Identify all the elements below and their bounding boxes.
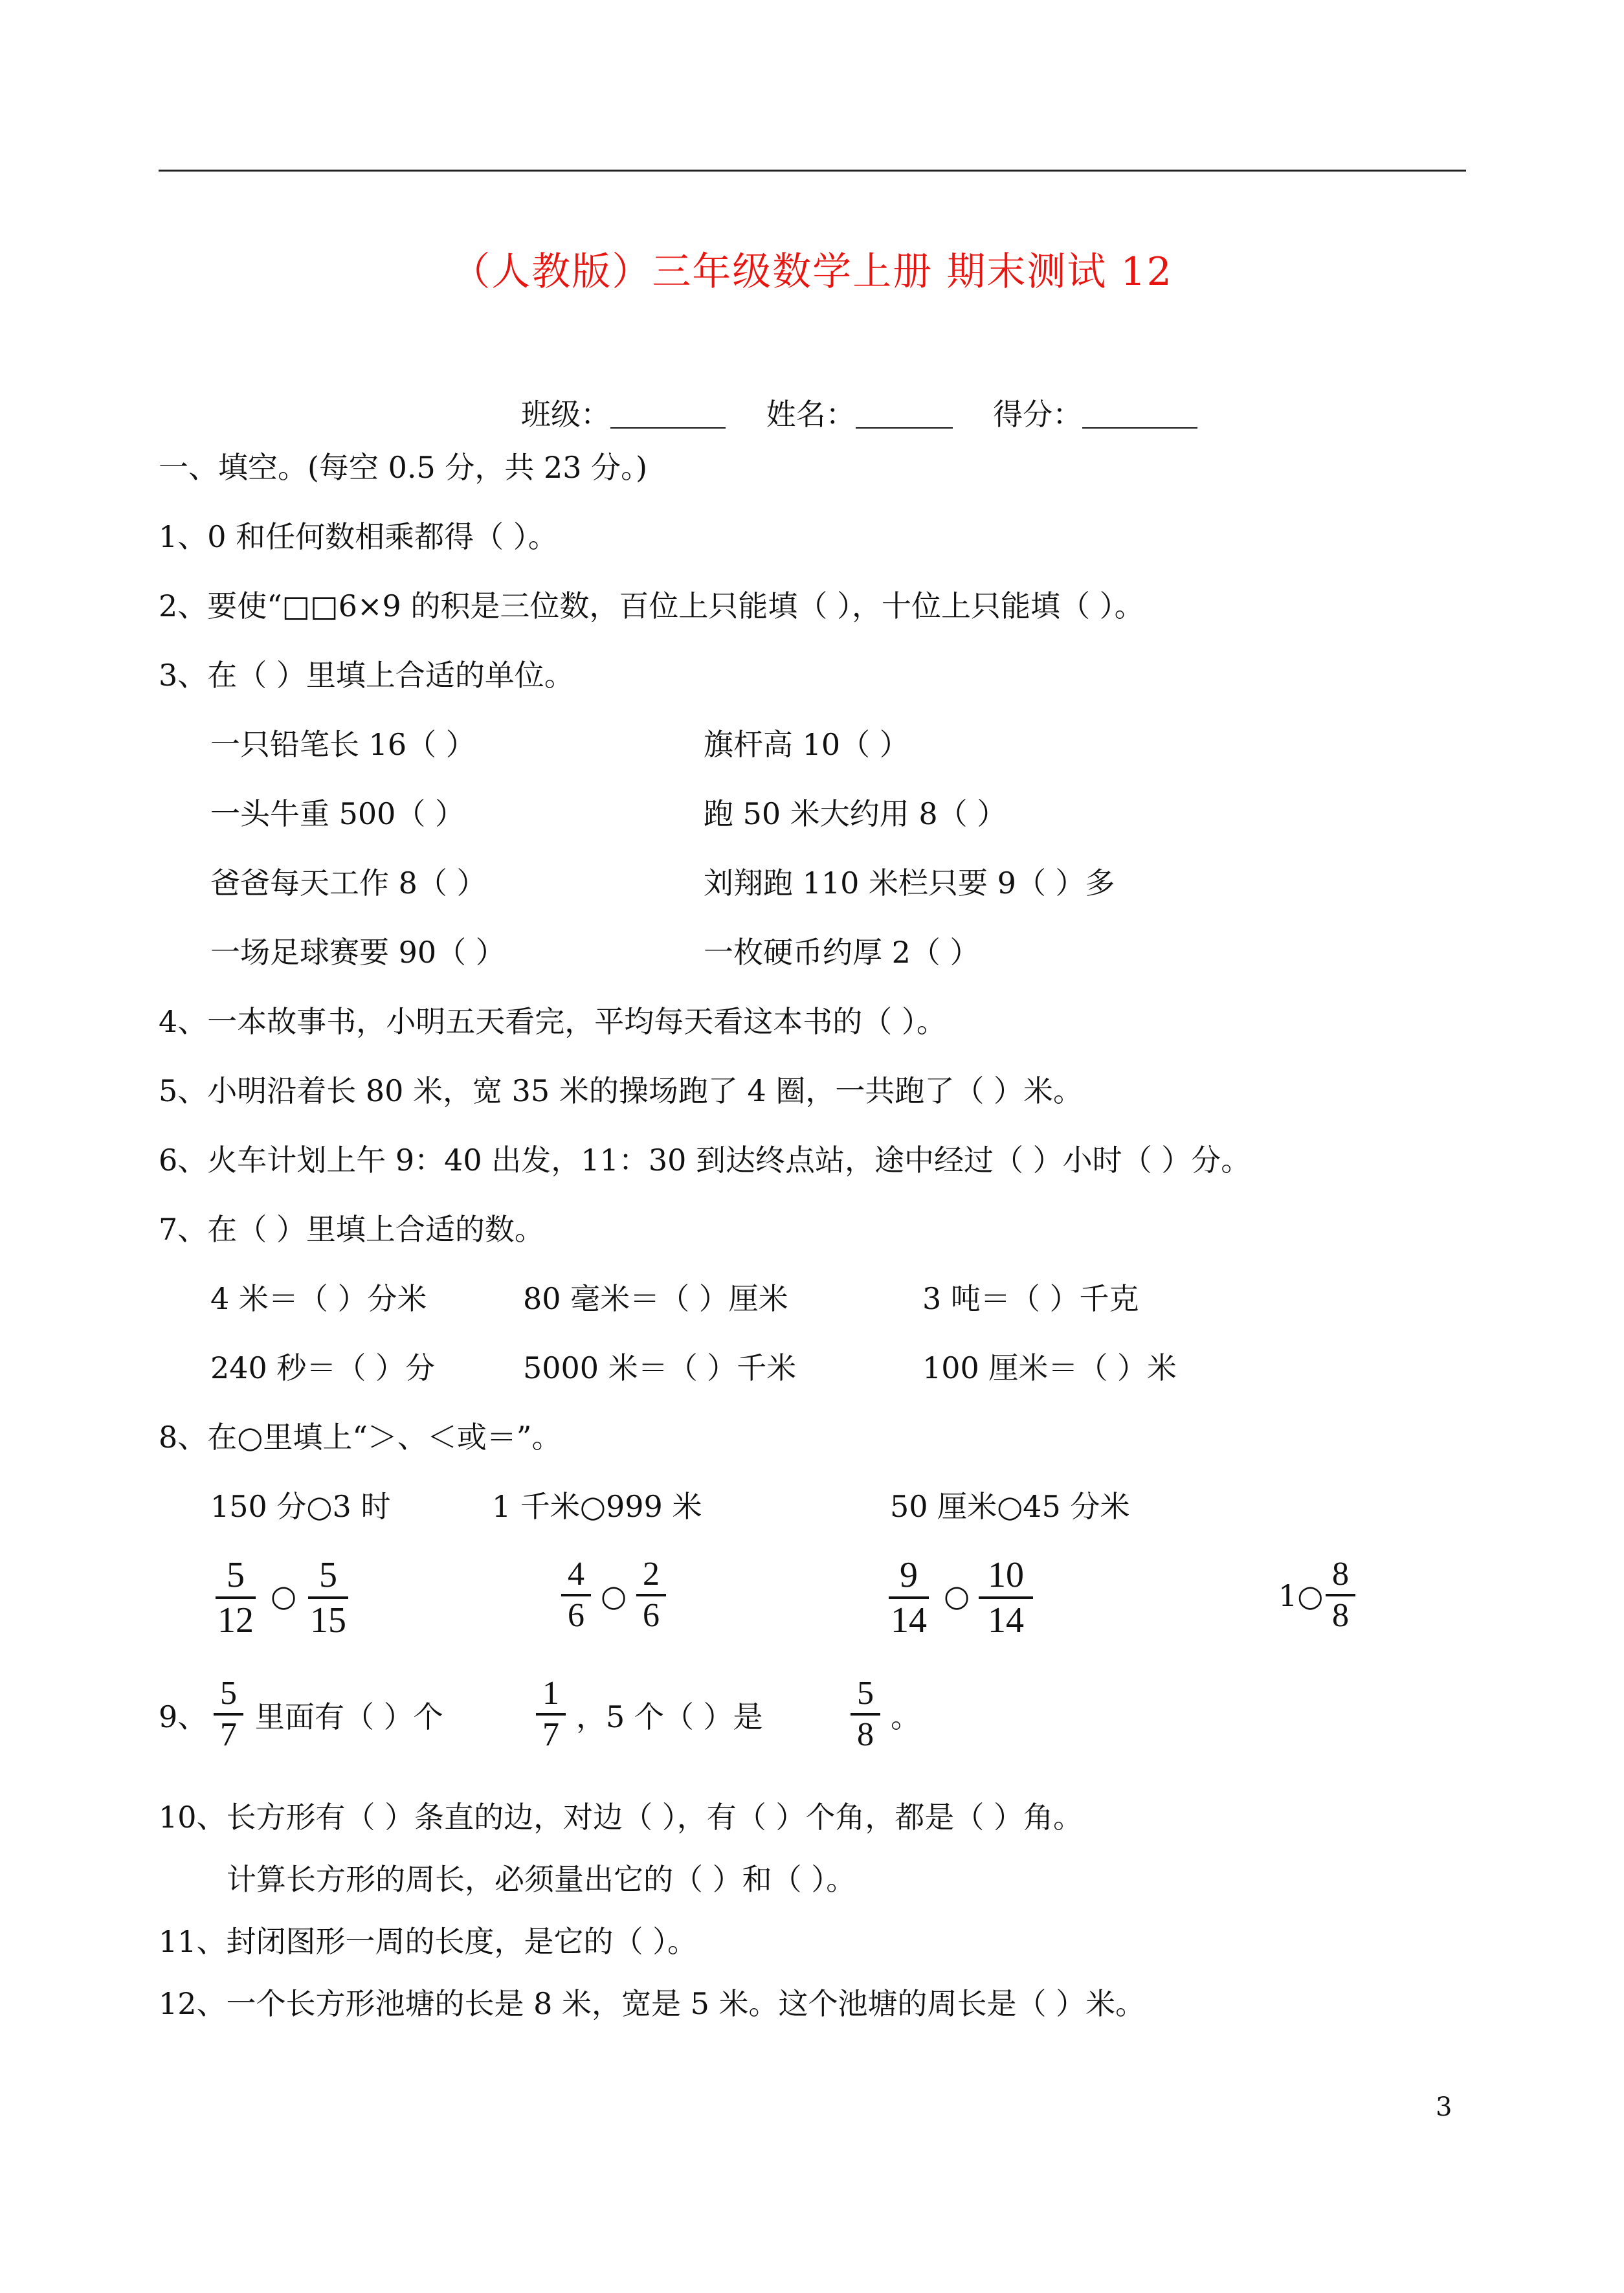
whole-number-compare[interactable]: 1○: [1278, 1578, 1324, 1613]
denominator: 6: [643, 1597, 660, 1634]
fraction: [851, 1675, 880, 1753]
question-6: 6、火车计划上午 9：40 出发，11：30 到达终点站，途中经过（ ）小时（ ）分。: [159, 1143, 1251, 1178]
q9-text: ，5 个（ ）是: [576, 1699, 763, 1734]
q7-item: 5000 米＝（ ）千米: [523, 1350, 797, 1385]
student-info-row: [521, 391, 1229, 434]
q3-item: 旗杆高 10（ ）: [704, 727, 909, 762]
q7-item: 4 米＝（ ）分米: [210, 1281, 427, 1316]
question-10-cont: 计算长方形的周长，必须量出它的（ ）和（ ）。: [227, 1862, 856, 1897]
fraction: [308, 1555, 348, 1640]
score-label: 得分：: [993, 397, 1083, 432]
section-heading: 一、填空。(每空 0.5 分，共 23 分。): [159, 450, 648, 485]
denominator: 8: [857, 1716, 874, 1753]
fraction: [561, 1556, 591, 1634]
question-1: 1、0 和任何数相乘都得（ ）。: [159, 519, 558, 554]
q3-item: 跑 50 米大约用 8（ ）: [704, 796, 1007, 831]
question-2: 2、要使“□□6×9 的积是三位数，百位上只能填（ ），十位上只能填（ ）。: [159, 588, 1144, 623]
q8-item: 150 分○3 时: [210, 1489, 391, 1524]
fraction: [216, 1555, 256, 1640]
q3-item: 一头牛重 500（ ）: [210, 796, 465, 831]
fraction: [1326, 1556, 1355, 1634]
fraction: [889, 1555, 929, 1640]
denominator: 14: [891, 1600, 927, 1640]
denominator: 12: [217, 1600, 254, 1640]
denominator: 7: [542, 1716, 559, 1753]
fraction: [536, 1675, 566, 1753]
numerator: 5: [319, 1555, 337, 1595]
score-field: [993, 397, 1197, 432]
denominator: 6: [568, 1597, 584, 1634]
name-field: [766, 397, 953, 432]
q9-prefix: 9、: [159, 1699, 208, 1734]
numerator: 4: [568, 1556, 584, 1593]
denominator: 14: [988, 1600, 1024, 1640]
numerator: 5: [857, 1675, 874, 1712]
q8-item: 50 厘米○45 分米: [890, 1489, 1130, 1524]
question-3: 3、在（ ）里填上合适的单位。: [159, 658, 574, 693]
name-label: 姓名：: [766, 397, 856, 432]
class-field: [521, 397, 726, 432]
q3-item: 一场足球赛要 90（ ）: [210, 935, 506, 970]
denominator: 8: [1332, 1597, 1349, 1634]
q7-item: 100 厘米＝（ ）米: [922, 1350, 1177, 1385]
question-12: 12、一个长方形池塘的长是 8 米，宽是 5 米。这个池塘的周长是（ ）米。: [159, 1986, 1146, 2021]
numerator: 5: [220, 1675, 237, 1712]
q7-item: 240 秒＝（ ）分: [210, 1350, 436, 1385]
denominator: 15: [310, 1600, 346, 1640]
numerator: 10: [988, 1555, 1024, 1595]
question-7: 7、在（ ）里填上合适的数。: [159, 1212, 544, 1247]
name-blank[interactable]: [856, 401, 953, 429]
fraction: [636, 1556, 666, 1634]
question-8: 8、在○里填上“＞、＜或＝”。: [159, 1420, 562, 1455]
q8-item: 1 千米○999 米: [492, 1489, 702, 1524]
denominator: 7: [220, 1716, 237, 1753]
fraction: [214, 1675, 243, 1753]
compare-circle[interactable]: ○: [271, 1578, 297, 1613]
numerator: 8: [1332, 1556, 1349, 1593]
page-number: 3: [1436, 2092, 1452, 2122]
header-rule: [159, 170, 1466, 172]
class-blank[interactable]: [610, 401, 726, 429]
q7-item: 3 吨＝（ ）千克: [922, 1281, 1139, 1316]
numerator: 2: [643, 1556, 660, 1593]
numerator: 1: [542, 1675, 559, 1712]
question-10: 10、长方形有（ ）条直的边，对边（ ），有（ ）个角，都是（ ）角。: [159, 1800, 1084, 1835]
q3-item: 一枚硬币约厚 2（ ）: [704, 935, 980, 970]
q3-item: 刘翔跑 110 米栏只要 9（ ）多: [704, 866, 1115, 900]
class-label: 班级：: [521, 397, 610, 432]
question-5: 5、小明沿着长 80 米，宽 35 米的操场跑了 4 圈，一共跑了（ ）米。: [159, 1073, 1083, 1108]
q9-text: 里面有（ ）个: [255, 1699, 443, 1734]
compare-circle[interactable]: ○: [944, 1578, 970, 1613]
q9-end: 。: [891, 1699, 920, 1734]
question-11: 11、封闭图形一周的长度，是它的（ ）。: [159, 1924, 698, 1959]
fraction: [979, 1555, 1033, 1640]
q7-item: 80 毫米＝（ ）厘米: [523, 1281, 788, 1316]
page-title: （人教版）三年级数学上册 期末测试 12: [451, 249, 1173, 295]
q3-item: 一只铅笔长 16（ ）: [210, 727, 476, 762]
score-blank[interactable]: [1082, 401, 1197, 429]
numerator: 5: [227, 1555, 245, 1595]
question-4: 4、一本故事书，小明五天看完，平均每天看这本书的（ ）。: [159, 1004, 946, 1039]
compare-circle[interactable]: ○: [601, 1578, 627, 1613]
numerator: 9: [900, 1555, 918, 1595]
q3-item: 爸爸每天工作 8（ ）: [210, 866, 487, 900]
